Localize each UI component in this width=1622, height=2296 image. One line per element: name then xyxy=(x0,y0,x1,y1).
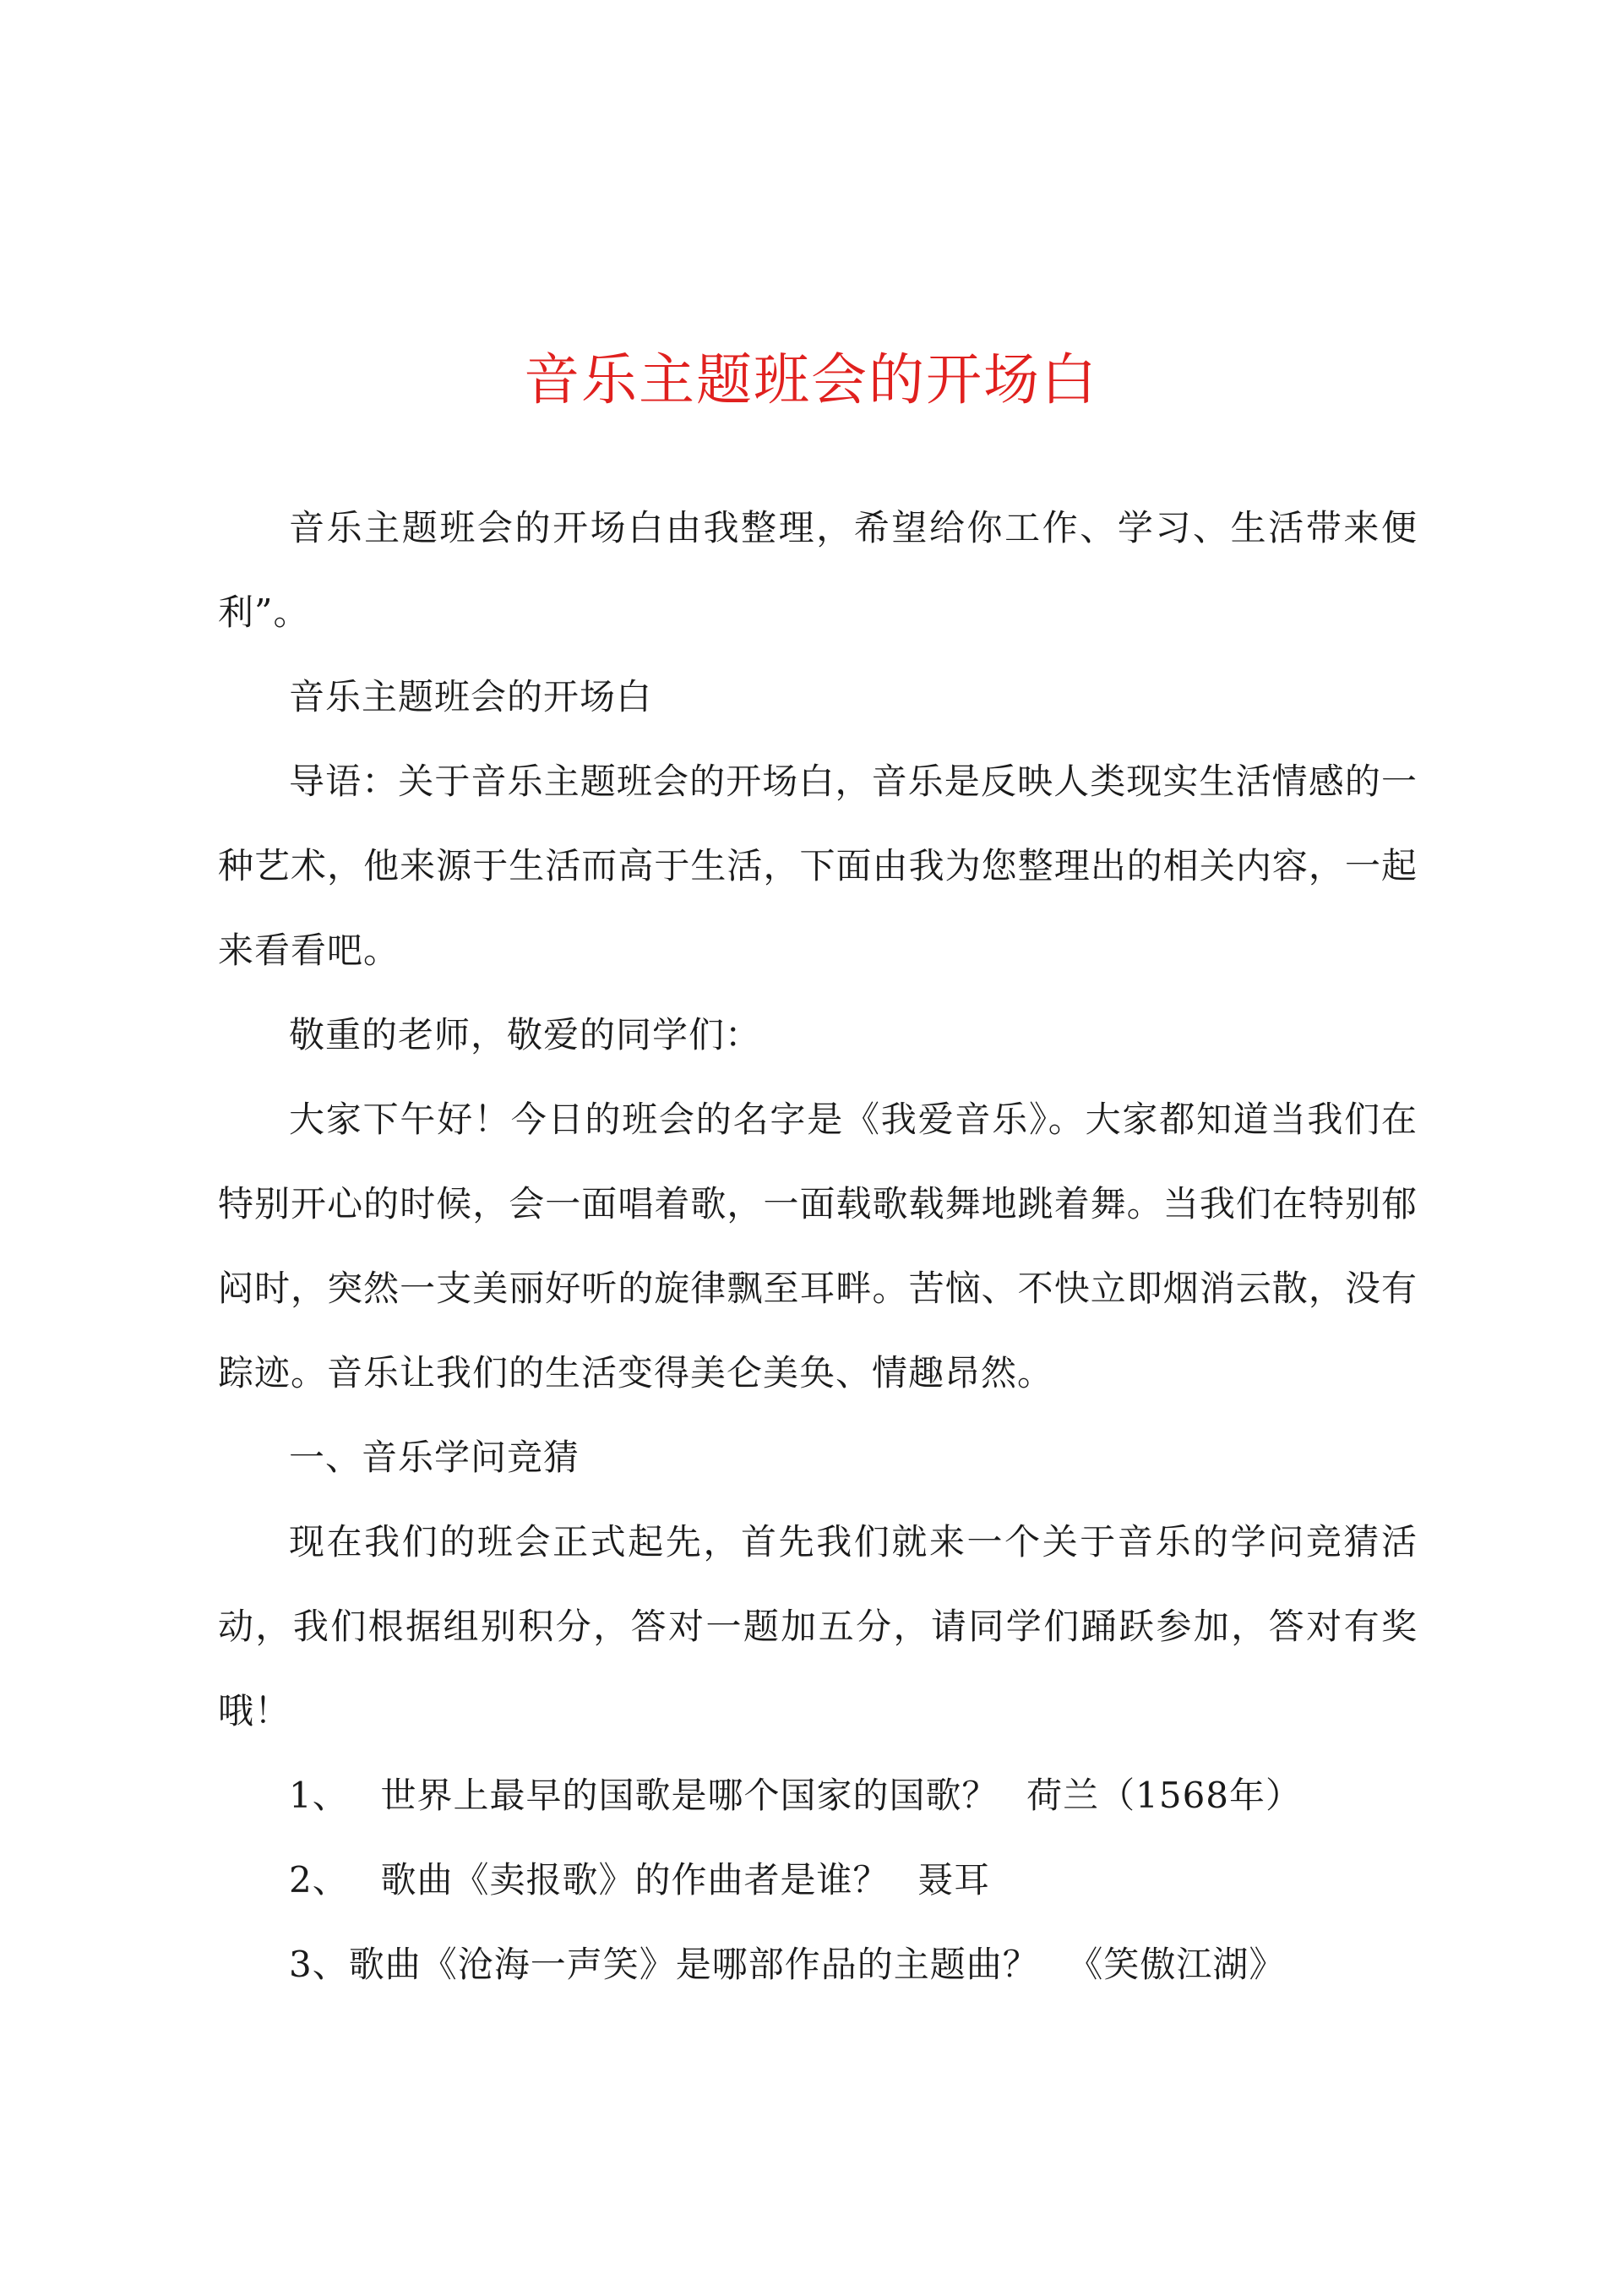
question-number: 2、 xyxy=(289,1859,349,1901)
question-text: 歌曲《沧海一声笑》是哪部作品的主题曲？ xyxy=(348,1944,1039,1985)
lead-paragraph: 导语：关于音乐主题班会的开场白，音乐是反映人类现实生活情感的一种艺术，他来源于生活而高于生活，下面由我为您整理出的相关内容，一起来看看吧。 xyxy=(218,761,1418,971)
document-title: 音乐主题班会的开场白 xyxy=(524,347,1098,412)
document-body xyxy=(218,486,1418,2007)
question-answer: 荷兰（1568年） xyxy=(1026,1775,1303,1816)
question-text: 世界上最早的国歌是哪个国家的国歌？ xyxy=(380,1775,999,1816)
question-item-1 xyxy=(218,1753,1418,1838)
question-item-2 xyxy=(218,1838,1418,1922)
question-number: 1、 xyxy=(289,1775,349,1816)
question-item-3 xyxy=(218,1922,1418,2007)
intro-paragraph: 音乐主题班会的开场白由我整理，希望给你工作、学习、生活带来便利”。 xyxy=(218,507,1418,633)
opening-paragraph: 大家下午好！今日的班会的名字是《我爱音乐》。大家都知道当我们在特别开心的时候，会一面唱着歌，一面载歌载舞地跳着舞。当我们在特别郁闷时，突然一支美丽好听的旋律飘至耳畔。苦恼、不快立即烟消云散，没有踪迹。音乐让我们的生活变得美仑美奂、情趣昂然。 xyxy=(218,1099,1418,1393)
question-answer: 聂耳 xyxy=(917,1859,991,1901)
section-heading: 一、音乐学问竞猜 xyxy=(289,1437,580,1478)
section-intro-paragraph: 现在我们的班会正式起先，首先我们就来一个关于音乐的学问竞猜活动，我们根据组别积分，答对一题加五分，请同学们踊跃参加，答对有奖哦！ xyxy=(218,1521,1418,1732)
subtitle-paragraph: 音乐主题班会的开场白 xyxy=(289,676,653,717)
question-text: 歌曲《卖报歌》的作曲者是谁？ xyxy=(380,1859,890,1901)
question-answer: 《笑傲江湖》 xyxy=(1067,1944,1286,1985)
greeting-paragraph: 敬重的老师，敬爱的同学们： xyxy=(289,1014,762,1055)
question-number: 3、 xyxy=(289,1944,349,1985)
